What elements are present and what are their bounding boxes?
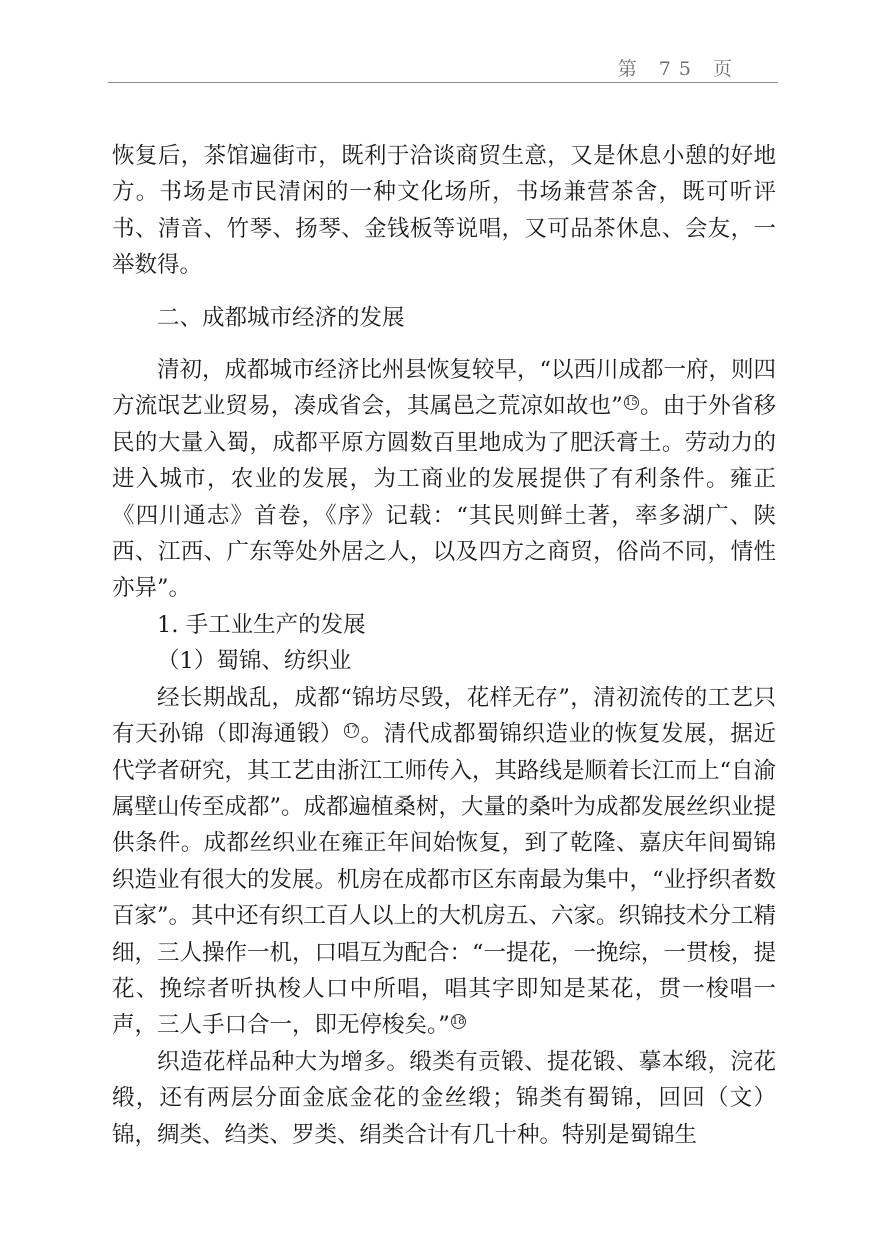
paragraph-text: 经长期战乱，成都“锦坊尽毁，花样无存”，清初流传的工艺只有天孙锦（即海通锻） xyxy=(112,684,776,748)
paragraph-text: 。由于外省移民的大量入蜀，成都平原方圆数百里地成为了肥沃膏土。劳动力的进入城市，农业的发展，为工商业的发展提供了有利条件。雍正《四川通志》首卷，《序》记载：“其民则鲜土著，率多湖广、陕西、江西、广东等处外居之人，以及四方之商贸，俗尚不同，情性亦异”。 xyxy=(112,393,776,602)
paragraph-brocade xyxy=(112,680,776,1044)
paragraph-early-qing xyxy=(112,352,776,607)
page-number: 第 75 页 xyxy=(617,58,740,80)
subsection-heading-handicraft: 1. 手工业生产的发展 xyxy=(157,611,366,638)
page-header xyxy=(108,52,778,83)
section-heading-economy: 二、成都城市经济的发展 xyxy=(157,304,405,331)
document-body xyxy=(112,138,776,1153)
paragraph-text: 。清代成都蜀锦织造业的恢复发展，据近代学者研究，其工艺由浙江工师传入，其路线是顺着长江而上“自渝属壁山传至成都”。成都遍植桑树，大量的桑叶为成都发展丝织业提供条件。成都丝织业在雍正年间始恢复，到了乾隆、嘉庆年间蜀锦织造业有很大的发展。机房在成都市区东南最为集中，“业抒织者数百家”。其中还有织工百人以上的大机房五、六家。织锦技术分工精细，三人操作一机，口唱互为配合：“一提花，一挽综，一贯梭，提花、挽综者听执梭人口中所唱，唱其字即知是某花，贯一梭唱一声，三人手口合一，即无停梭矣。” xyxy=(112,721,777,1039)
paragraph-patterns: 织造花样品种大为增多。缎类有贡锻、提花锻、摹本缎，浣花缎，还有两层分面金底金花的金丝缎；锦类有蜀锦，回回（文）锦，绸类、绉类、罗类、绢类合计有几十种。特别是蜀锦生 xyxy=(112,1048,776,1148)
footnote-marker: 15 xyxy=(624,396,638,408)
paragraph-teahouse: 恢复后，茶馆遍街市，既利于洽谈商贸生意，又是休息小憩的好地方。书场是市民清闲的一种文化场所，书场兼营茶舍，既可听评书、清音、竹琴、扬琴、金钱板等说唱，又可品茶休息、会友，一举数得。 xyxy=(112,143,776,279)
subsection-heading-brocade: （1）蜀锦、纺织业 xyxy=(157,648,352,675)
footnote-marker: 17 xyxy=(345,724,358,736)
footnote-marker: 18 xyxy=(451,1015,465,1027)
paragraph-text: 清初，成都城市经济比州县恢复较早，“以西川成都一府，则四方流氓艺业贸易，凑成省会，其属邑之荒凉如故也” xyxy=(112,357,777,420)
